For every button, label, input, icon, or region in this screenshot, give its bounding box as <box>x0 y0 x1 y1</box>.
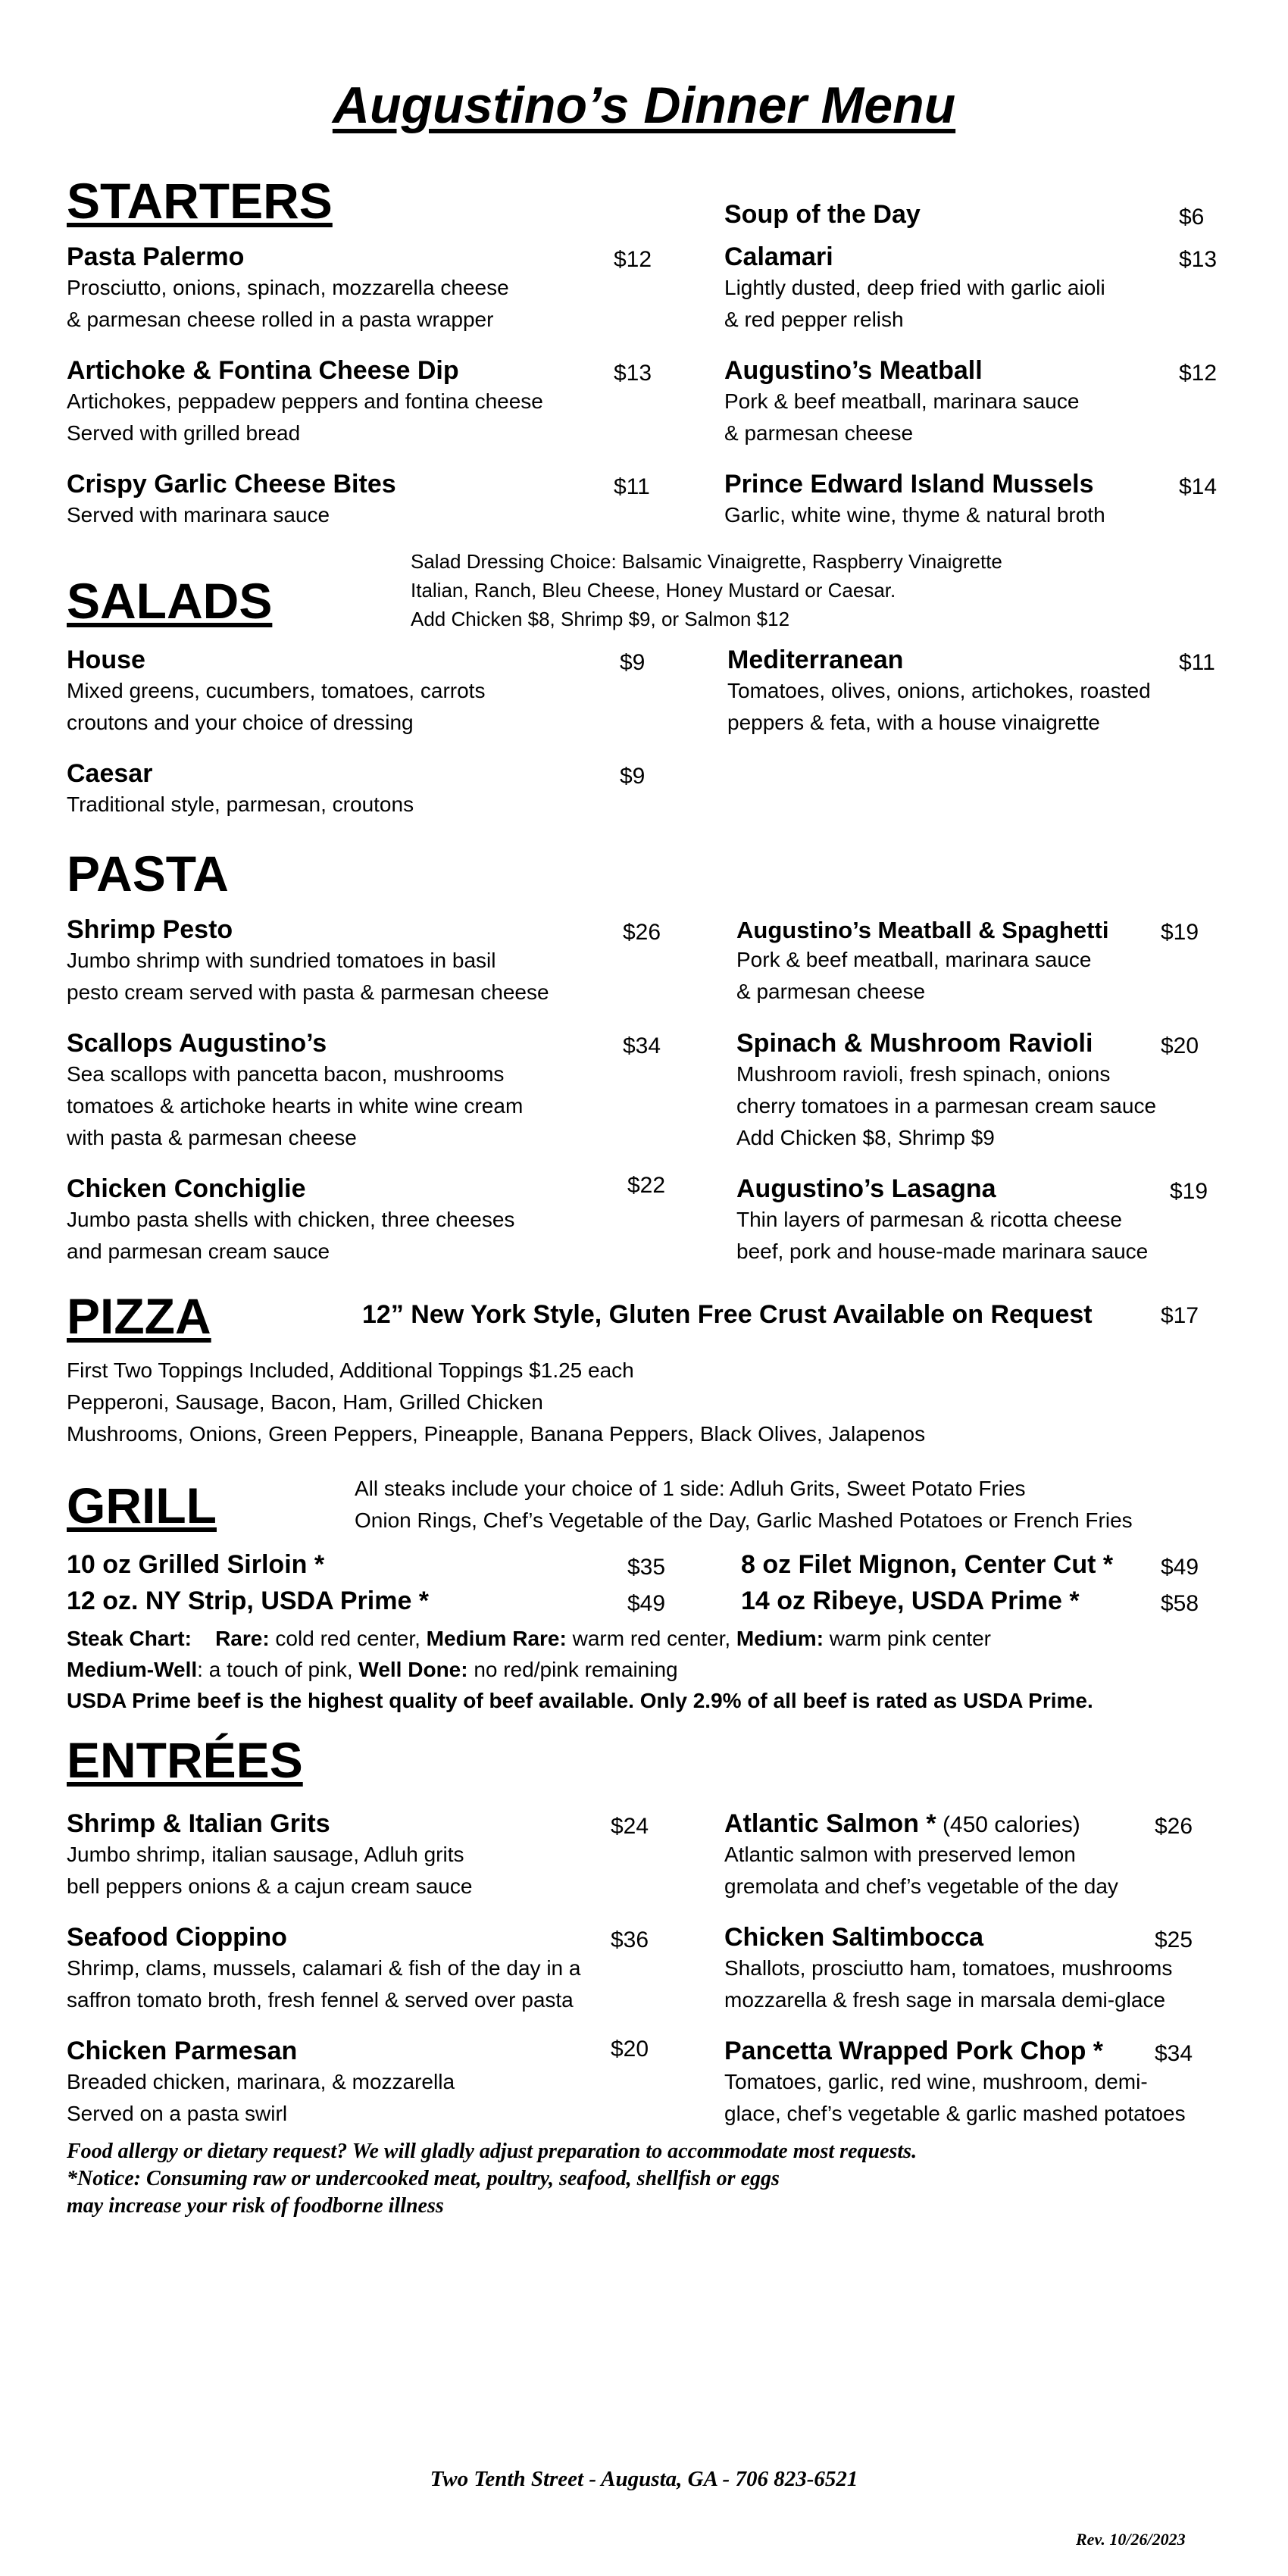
item-description: Garlic, white wine, thyme & natural broth <box>724 503 1105 527</box>
item-price: $19 <box>1161 920 1199 945</box>
menu-item-augustinos-lasagna <box>736 1174 1148 1268</box>
revision-date: Rev. 10/26/2023 <box>1076 2530 1186 2549</box>
salad-dressing-info: Salad Dressing Choice: Balsamic Vinaigrette, Raspberry Vinaigrette Italian, Ranch, Bleu Cheese, Honey Mustard or Caesar. Add Chicken $8, Shrimp $9, or Salmon $12 <box>411 550 1002 630</box>
section-heading-salads: SALADS <box>67 573 273 629</box>
menu-item-pasta-palermo <box>67 242 509 336</box>
item-name: Chicken Conchiglie <box>67 1174 306 1203</box>
item-description: Lightly dusted, deep fried with garlic aioli & red pepper relish <box>724 276 1105 331</box>
item-price: $19 <box>1170 1179 1208 1204</box>
section-heading-pasta: PASTA <box>67 846 229 902</box>
item-name: Shrimp & Italian Grits <box>67 1809 330 1838</box>
item-price: $9 <box>620 650 646 675</box>
item-description: Sea scallops with pancetta bacon, mushrooms tomatoes & artichoke hearts in white wine cream with pasta & parmesan cheese <box>67 1062 524 1149</box>
item-name: Prince Edward Island Mussels <box>724 470 1094 499</box>
item-description: Jumbo shrimp with sundried tomatoes in basil pesto cream served with pasta & parmesan cheese <box>67 949 549 1004</box>
item-price: $25 <box>1155 1927 1193 1952</box>
item-description: Shrimp, clams, mussels, calamari & fish of the day in a saffron tomato broth, fresh fennel & served over pasta <box>67 1956 581 2012</box>
menu-item-pancetta-pork-chop <box>724 2037 1186 2130</box>
item-name: Calamari <box>724 242 833 271</box>
menu-item-augustinos-meatball <box>724 356 1079 449</box>
item-price: $22 <box>627 1173 666 1198</box>
item-price: $49 <box>627 1591 666 1616</box>
item-price: $20 <box>611 2037 649 2062</box>
item-name: Shrimp Pesto <box>67 915 233 944</box>
item-name: Spinach & Mushroom Ravioli <box>736 1029 1093 1058</box>
item-description: Prosciutto, onions, spinach, mozzarella cheese & parmesan cheese rolled in a pasta wrapper <box>67 276 509 331</box>
grill-item-sirloin: 10 oz Grilled Sirloin * <box>67 1550 325 1579</box>
usda-prime-note: USDA Prime beef is the highest quality of beef available. Only 2.9% of all beef is rated as USDA Prime. <box>67 1689 1093 1712</box>
item-description: Thin layers of parmesan & ricotta cheese beef, pork and house-made marinara sauce <box>736 1208 1149 1263</box>
item-price: $34 <box>623 1033 661 1058</box>
section-heading-grill: GRILL <box>67 1477 217 1533</box>
item-price: $35 <box>627 1555 666 1580</box>
item-price: $13 <box>1179 247 1218 272</box>
pizza-price: $17 <box>1161 1303 1199 1328</box>
item-price: $20 <box>1161 1033 1199 1058</box>
item-price: $11 <box>1179 650 1215 675</box>
item-description: Mixed greens, cucumbers, tomatoes, carrots croutons and your choice of dressing <box>67 679 486 734</box>
menu-item-garlic-cheese-bites <box>67 470 396 531</box>
item-description: Mushroom ravioli, fresh spinach, onions cherry tomatoes in a parmesan cream sauce Add Chicken $8, Shrimp $9 <box>736 1062 1157 1149</box>
menu-title: Augustino’s Dinner Menu <box>332 77 956 134</box>
menu-item-chicken-parmesan <box>67 2037 455 2130</box>
item-description: Pork & beef meatball, marinara sauce & parmesan cheese <box>724 389 1080 445</box>
menu-item-shrimp-italian-grits <box>67 1809 472 1902</box>
calorie-note: (450 calories) <box>936 1812 1080 1837</box>
item-price: $14 <box>1179 474 1218 499</box>
steak-chart: Steak Chart: Rare: cold red center, Medium Rare: warm red center, Medium: warm pink center Medium-Well: a touch of pink, Well Done: no red/pink remaining USDA Prime beef is the highest quality of beef available. Only 2.9% of all beef is rated as USDA Prime. <box>67 1623 1093 1716</box>
menu-item-pei-mussels <box>724 470 1105 531</box>
item-description: Breaded chicken, marinara, & mozzarella Served on a pasta swirl <box>67 2070 455 2125</box>
item-description: Jumbo pasta shells with chicken, three cheeses and parmesan cream sauce <box>67 1208 515 1263</box>
menu-item-soup-of-the-day <box>724 200 921 230</box>
item-description: Artichokes, peppadew peppers and fontina cheese Served with grilled bread <box>67 389 543 445</box>
menu-item-house-salad <box>67 646 485 739</box>
item-price: $24 <box>611 1814 649 1839</box>
section-heading-pizza: PIZZA <box>67 1288 211 1344</box>
allergy-notice: Food allergy or dietary request? We will gladly adjust preparation to accommodate most requests. *Notice: Consuming raw or undercooked meat, poultry, seafood, shellfish or eggs may increase your risk of foodborne illness <box>67 2140 918 2218</box>
item-name: Augustino’s Meatball <box>724 356 983 385</box>
menu-item-seafood-cioppino <box>67 1923 580 2016</box>
menu-item-meatball-spaghetti <box>736 917 1108 1008</box>
grill-sides-info: All steaks include your choice of 1 side: Adluh Grits, Sweet Potato Fries Onion Rings, Chef’s Vegetable of the Day, Garlic Mashed Potatoes or French Fries <box>355 1477 1133 1532</box>
item-description: Traditional style, parmesan, croutons <box>67 792 414 816</box>
menu-item-spinach-mushroom-ravioli <box>736 1029 1156 1154</box>
item-price: $58 <box>1161 1591 1199 1616</box>
item-description: Shallots, prosciutto ham, tomatoes, mushrooms mozzarella & fresh sage in marsala demi-glace <box>724 1956 1173 2012</box>
item-description: Atlantic salmon with preserved lemon gremolata and chef’s vegetable of the day <box>724 1843 1118 1898</box>
item-description: Jumbo shrimp, italian sausage, Adluh grits bell peppers onions & a cajun cream sauce <box>67 1843 473 1898</box>
item-description: Tomatoes, olives, onions, artichokes, roasted peppers & feta, with a house vinaigrette <box>727 679 1151 734</box>
item-name: Chicken Parmesan <box>67 2037 298 2065</box>
item-name: Mediterranean <box>727 646 904 674</box>
menu-item-artichoke-dip <box>67 356 543 449</box>
menu-item-caesar-salad <box>67 759 414 821</box>
item-name: Seafood Cioppino <box>67 1923 287 1952</box>
item-price: $12 <box>614 247 652 272</box>
item-price: $6 <box>1179 205 1205 230</box>
item-price: $36 <box>611 1927 649 1952</box>
item-price: $34 <box>1155 2041 1193 2066</box>
item-name: Pasta Palermo <box>67 242 245 271</box>
grill-item-filet-mignon: 8 oz Filet Mignon, Center Cut * <box>741 1550 1114 1579</box>
menu-item-scallops-augustinos <box>67 1029 523 1154</box>
item-name: Scallops Augustino’s <box>67 1029 327 1058</box>
item-price: $13 <box>614 361 652 386</box>
item-description: Served with marinara sauce <box>67 503 330 527</box>
item-price: $26 <box>623 920 661 945</box>
restaurant-address: Two Tenth Street - Augusta, GA - 706 823-6521 <box>430 2467 858 2491</box>
item-price: $49 <box>1161 1555 1199 1580</box>
item-name: Crispy Garlic Cheese Bites <box>67 470 396 499</box>
grill-item-ribeye: 14 oz Ribeye, USDA Prime * <box>741 1587 1080 1615</box>
pizza-subtitle: 12” New York Style, Gluten Free Crust Available on Request <box>362 1300 1093 1329</box>
menu-item-atlantic-salmon <box>724 1809 1118 1902</box>
item-price: $12 <box>1179 361 1218 386</box>
item-price: $26 <box>1155 1814 1193 1839</box>
item-name: House <box>67 646 145 674</box>
section-heading-starters: STARTERS <box>67 173 333 229</box>
menu-item-calamari <box>724 242 1105 336</box>
pizza-toppings: First Two Toppings Included, Additional Toppings $1.25 each Pepperoni, Sausage, Bacon, Ham, Grilled Chicken Mushrooms, Onions, Green Peppers, Pineapple, Banana Peppers, Black Olives, Jalapenos <box>67 1358 926 1446</box>
item-name: Augustino’s Meatball & Spaghetti <box>736 917 1109 943</box>
menu-item-chicken-saltimbocca <box>724 1923 1172 2016</box>
item-name: Pancetta Wrapped Pork Chop * <box>724 2037 1104 2065</box>
item-price: $9 <box>620 764 646 789</box>
item-name: Atlantic Salmon * (450 calories) <box>724 1809 1080 1838</box>
grill-item-ny-strip: 12 oz. NY Strip, USDA Prime * <box>67 1587 430 1615</box>
menu-item-mediterranean-salad <box>727 646 1151 739</box>
menu-item-chicken-conchiglie <box>67 1174 514 1268</box>
item-name: Caesar <box>67 759 153 788</box>
item-description: Tomatoes, garlic, red wine, mushroom, demi- glace, chef’s vegetable & garlic mashed potatoes <box>724 2070 1186 2125</box>
item-name: Artichoke & Fontina Cheese Dip <box>67 356 459 385</box>
item-name: Augustino’s Lasagna <box>736 1174 996 1203</box>
item-name: Soup of the Day <box>724 200 921 229</box>
menu-item-shrimp-pesto <box>67 915 549 1008</box>
item-name: Chicken Saltimbocca <box>724 1923 984 1952</box>
item-price: $11 <box>614 474 650 499</box>
section-heading-entrees: ENTRÉES <box>67 1732 303 1788</box>
item-description: Pork & beef meatball, marinara sauce & parmesan cheese <box>736 948 1092 1003</box>
